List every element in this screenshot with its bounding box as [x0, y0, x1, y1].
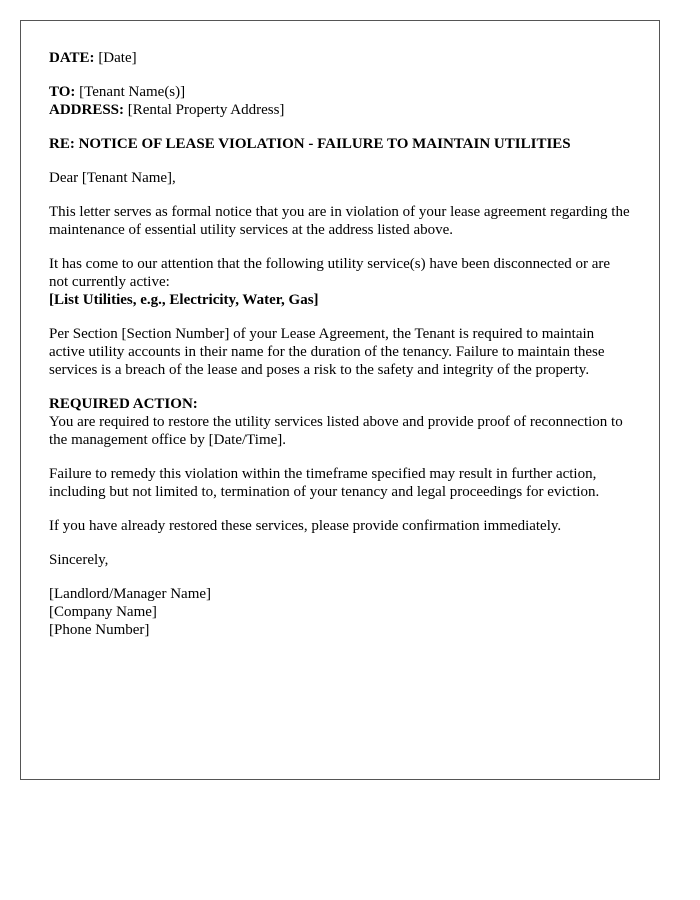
to-value: [Tenant Name(s)]	[79, 84, 186, 100]
signature-block	[49, 585, 632, 639]
failure-paragraph: Failure to remedy this violation within the timeframe specified may result in further action, including but not limited to, termination of your tenancy and legal proceedings for eviction.	[49, 466, 600, 500]
date-label: DATE:	[49, 50, 95, 66]
address-label: ADDRESS:	[49, 102, 125, 118]
to-line	[49, 83, 632, 101]
date-line	[49, 49, 632, 67]
phone-number: [Phone Number]	[49, 622, 150, 638]
letter-page	[20, 20, 660, 780]
utilities-list: [List Utilities, e.g., Electricity, Water, Gas]	[49, 292, 319, 308]
subject-line: RE: NOTICE OF LEASE VIOLATION - FAILURE TO MAINTAIN UTILITIES	[49, 136, 571, 152]
address-line	[49, 101, 632, 119]
signer-name: [Landlord/Manager Name]	[49, 586, 212, 602]
confirmation-paragraph: If you have already restored these services, please provide confirmation immediately.	[49, 518, 562, 534]
intro-paragraph: This letter serves as formal notice that you are in violation of your lease agreement regarding the maintenance of essential utility services at the address listed above.	[49, 204, 630, 238]
address-value: [Rental Property Address]	[127, 102, 285, 118]
attention-text: It has come to our attention that the following utility service(s) have been disconnected or are not currently active:	[49, 256, 611, 290]
required-action-heading: REQUIRED ACTION:	[49, 396, 198, 412]
recipient-block	[49, 83, 632, 119]
closing: Sincerely,	[49, 552, 109, 568]
section-paragraph: Per Section [Section Number] of your Lease Agreement, the Tenant is required to maintain active utility accounts in their name for the duration of the tenancy. Failure to maintain these services is a breach of the lease and poses a risk to the safety and integrity of the property.	[49, 326, 605, 378]
required-action-text: You are required to restore the utility services listed above and provide proof of reconnection to the management office by [Date/Time].	[49, 414, 623, 448]
company-name: [Company Name]	[49, 604, 157, 620]
to-label: TO:	[49, 84, 76, 100]
required-action-section	[49, 395, 632, 449]
attention-paragraph	[49, 255, 632, 309]
salutation: Dear [Tenant Name],	[49, 170, 176, 186]
date-value: [Date]	[98, 50, 137, 66]
